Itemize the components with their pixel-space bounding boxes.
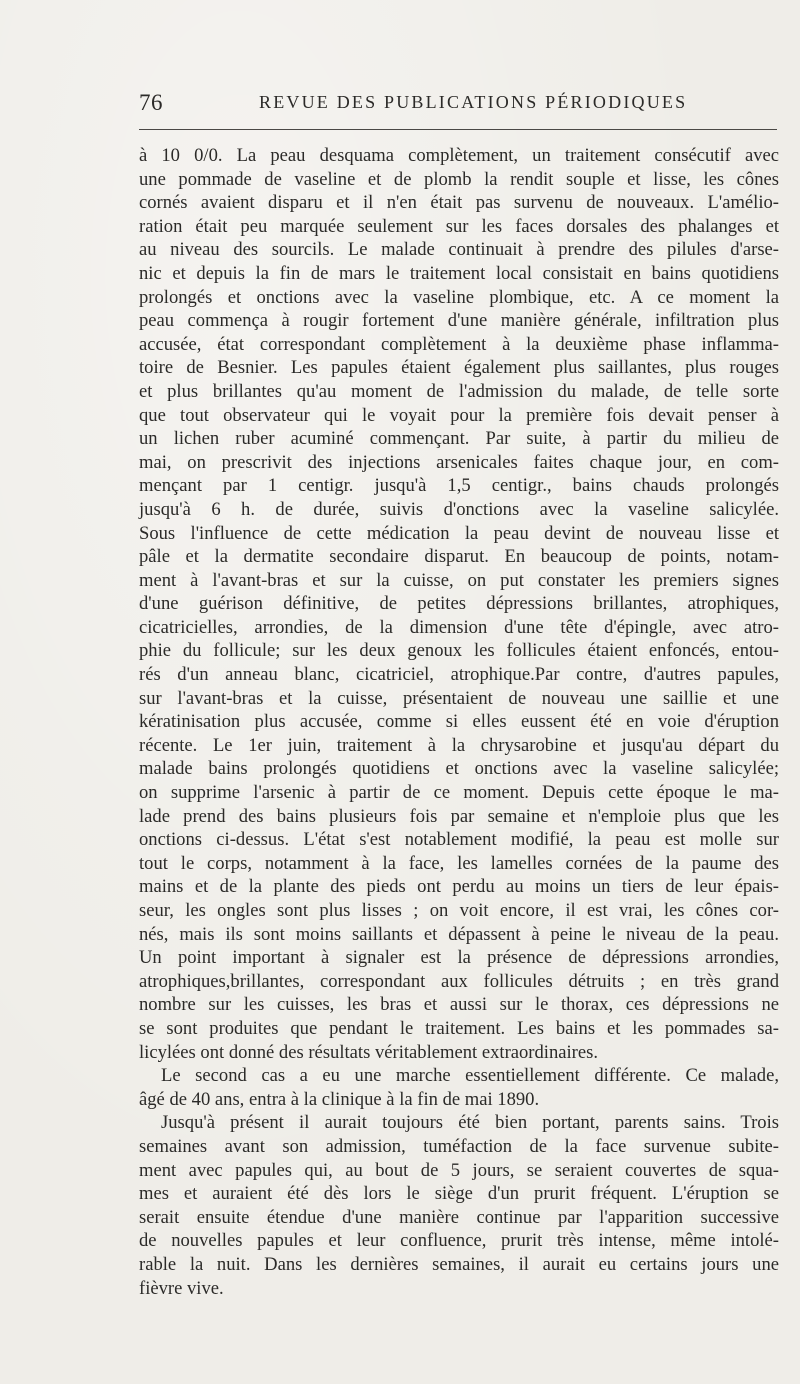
body-text — [139, 144, 779, 1300]
text-line: ment avec papules qui, au bout de 5 jours, se seraient couvertes de squa- — [139, 1159, 779, 1181]
text-line: onctions ci-dessus. L'état s'est notablement modifié, la peau est molle sur — [139, 829, 779, 851]
text-line: atrophiques,brillantes, correspondant aux follicules détruits ; en très grand — [139, 970, 779, 992]
text-line: pâle et la dermatite secondaire disparut. En beaucoup de points, notam- — [139, 546, 779, 568]
text-line: nés, mais ils sont moins saillants et dépassent à peine le niveau de la peau. — [139, 923, 779, 945]
text-line: rable la nuit. Dans les dernières semaines, il aurait eu certains jours une — [139, 1253, 779, 1275]
text-line: malade bains prolongés quotidiens et onctions avec la vaseline salicylée; — [139, 758, 779, 780]
text-line: ment à l'avant-bras et sur la cuisse, on put constater les premiers signes — [139, 569, 779, 591]
text-line: licylées ont donné des résultats véritablement extraordinaires. — [139, 1041, 599, 1063]
text-line: jusqu'à 6 h. de durée, suivis d'onctions avec la vaseline salicylée. — [139, 498, 779, 520]
text-line: Un point important à signaler est la présence de dépressions arrondies, — [139, 947, 779, 969]
page-header — [139, 90, 779, 120]
text-line: serait ensuite étendue d'une manière continue par l'apparition successive — [139, 1206, 779, 1228]
text-line: lade prend des bains plusieurs fois par semaine et n'emploie plus que les — [139, 805, 779, 827]
text-line: une pommade de vaseline et de plomb la rendit souple et lisse, les cônes — [139, 168, 779, 190]
text-line: un lichen ruber acuminé commençant. Par suite, à partir du milieu de — [139, 428, 779, 450]
text-line: et plus brillantes qu'au moment de l'admission du malade, de telle sorte — [139, 380, 779, 402]
text-line: ration était peu marquée seulement sur les faces dorsales des phalanges et — [139, 215, 779, 237]
page-number: 76 — [139, 90, 163, 115]
text-line: tout le corps, notamment à la face, les lamelles cornées de la paume des — [139, 852, 779, 874]
text-line: cicatricielles, arrondies, de la dimension d'une tête d'épingle, avec atro- — [139, 616, 779, 638]
text-line: phie du follicule; sur les deux genoux les follicules étaient enfoncés, entou- — [139, 640, 779, 662]
text-line: nic et depuis la fin de mars le traitement local consistait en bains quotidiens — [139, 262, 779, 284]
running-title: REVUE DES PUBLICATIONS PÉRIODIQUES — [259, 92, 688, 112]
text-line: peau commença à rougir fortement d'une manière générale, infiltration plus — [139, 310, 779, 332]
text-line: mençant par 1 centigr. jusqu'à 1,5 centigr., bains chauds prolongés — [139, 475, 779, 497]
text-line: seur, les ongles sont plus lisses ; on voit encore, il est vrai, les cônes cor- — [139, 900, 779, 921]
text-line: nombre sur les cuisses, les bras et aussi sur le thorax, ces dépressions ne — [139, 994, 779, 1016]
text-line: Le second cas a eu une marche essentiellement différente. Ce malade, — [161, 1065, 779, 1087]
text-line: rés d'un anneau blanc, cicatriciel, atrophique.Par contre, d'autres papules, — [139, 664, 779, 686]
text-line: mai, on prescrivit des injections arsenicales faites chaque jour, en com- — [139, 451, 779, 473]
header-rule — [139, 129, 777, 130]
text-line: au niveau des sourcils. Le malade continuait à prendre des pilules d'arse- — [139, 239, 779, 261]
text-line: sur l'avant-bras et la cuisse, présentaient de nouveau une saillie et une — [139, 687, 779, 709]
text-line: que tout observateur qui le voyait pour la première fois devait penser à — [139, 404, 779, 426]
text-line: Jusqu'à présent il aurait toujours été bien portant, parents sains. Trois — [161, 1112, 779, 1134]
text-line: d'une guérison définitive, de petites dépressions brillantes, atrophiques, — [139, 593, 779, 615]
text-line: fièvre vive. — [139, 1277, 224, 1299]
text-line: de nouvelles papules et leur confluence, prurit très intense, même intolé- — [139, 1230, 779, 1252]
text-line: toire de Besnier. Les papules étaient également plus saillantes, plus rouges — [139, 357, 779, 379]
text-line: accusée, état correspondant complètement à la deuxième phase inflamma- — [139, 333, 779, 355]
text-line: se sont produites que pendant le traitement. Les bains et les pommades sa- — [139, 1017, 779, 1039]
text-line: âgé de 40 ans, entra à la clinique à la fin de mai 1890. — [139, 1088, 540, 1110]
text-line: kératinisation plus accusée, comme si elles eussent été en voie d'éruption — [139, 711, 779, 733]
text-line: cornés avaient disparu et il n'en était pas survenu de nouveaux. L'amélio- — [139, 192, 779, 214]
text-line: mes et auraient été dès lors le siège d'un prurit fréquent. L'éruption se — [139, 1183, 779, 1205]
text-line: Sous l'influence de cette médication la peau devint de nouveau lisse et — [139, 522, 779, 544]
text-line: mains et de la plante des pieds ont perdu au moins un tiers de leur épais- — [139, 876, 779, 898]
text-line: on supprime l'arsenic à partir de ce moment. Depuis cette époque le ma- — [139, 782, 779, 804]
text-line: récente. Le 1er juin, traitement à la chrysarobine et jusqu'au départ du — [139, 734, 779, 756]
text-line: prolongés et onctions avec la vaseline plombique, etc. A ce moment la — [139, 286, 779, 308]
text-line: semaines avant son admission, tuméfaction de la face survenue subite- — [139, 1135, 779, 1157]
text-line: à 10 0/0. La peau desquama complètement, un traitement consécutif avec — [139, 145, 779, 166]
